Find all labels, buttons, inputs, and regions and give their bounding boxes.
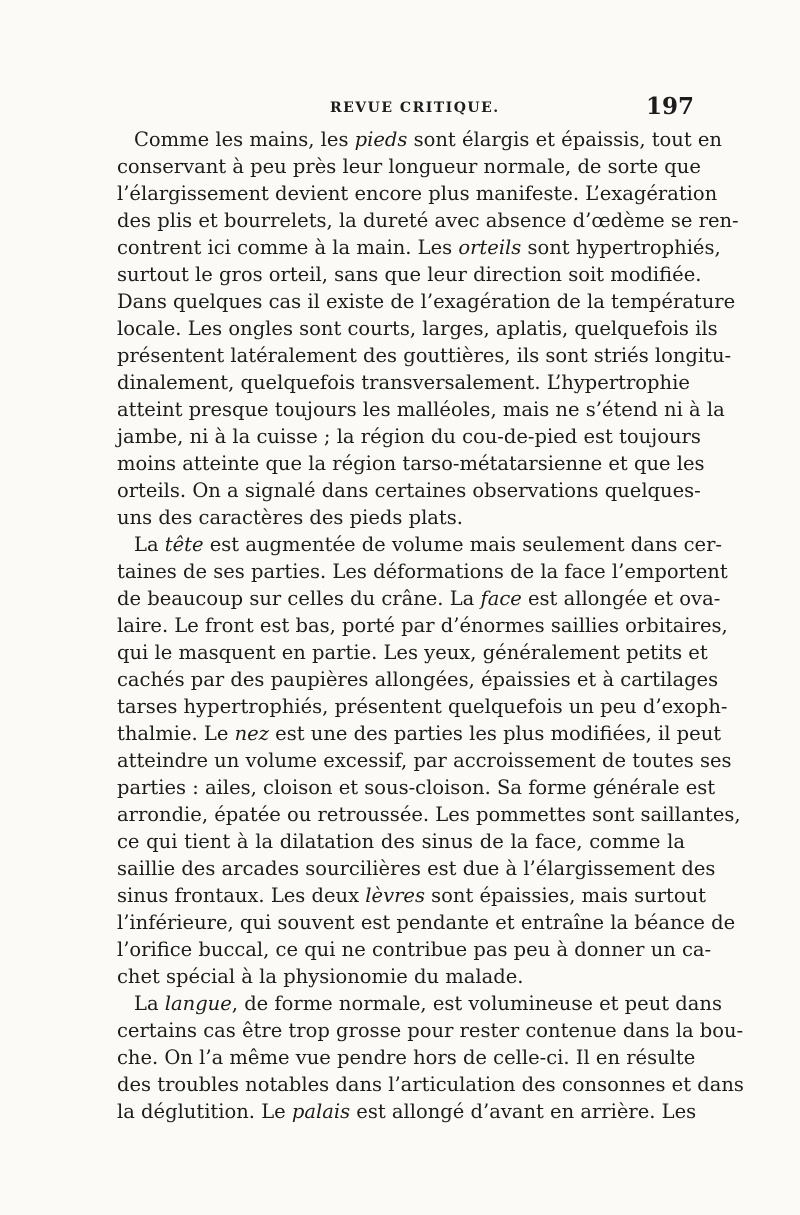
text-run: est allongée et ova- [521, 587, 721, 610]
text-line [117, 288, 736, 315]
text-run: qui le masquent en partie. Les yeux, généralement petits et [117, 641, 708, 664]
text-run: La [134, 992, 165, 1015]
text-run: arrondie, épatée ou retroussée. Les pommettes sont saillantes, [117, 803, 741, 826]
text-line [117, 909, 736, 936]
text-line [117, 153, 701, 180]
text-line [117, 666, 719, 693]
text-run: l’orifice buccal, ce qui ne contribue pas peu à donner un ca- [117, 938, 712, 961]
text-run: La [134, 533, 165, 556]
text-run: saillie des arcades sourcilières est due à l’élargissement des [117, 857, 716, 880]
text-line [117, 1098, 697, 1125]
text-run: taines de ses parties. Les déformations de la face l’emportent [117, 560, 728, 583]
text-run: sont épaissies, mais surtout [424, 884, 707, 907]
text-line [117, 180, 718, 207]
italic-term: nez [234, 722, 269, 745]
text-line [117, 963, 685, 990]
text-run: laire. Le front est bas, porté par d’énormes saillies orbitaires, [117, 614, 728, 637]
text-line [117, 261, 702, 288]
text-run: tarses hypertrophiés, présentent quelquefois un peu d’exoph- [117, 695, 728, 718]
text-run: moins atteinte que la région tarso-métatarsienne et que les [117, 452, 705, 475]
text-run: parties : ailes, cloison et sous-cloison. Sa forme générale est [117, 776, 716, 799]
text-run: la déglutition. Le [117, 1100, 292, 1123]
text-line [117, 315, 718, 342]
italic-term: palais [291, 1100, 351, 1123]
text-line [117, 990, 722, 1017]
text-line [117, 828, 685, 855]
text-line [117, 612, 728, 639]
text-line [117, 720, 722, 747]
italic-term: tête [164, 533, 204, 556]
text-run: jambe, ni à la cuisse ; la région du cou-de-pied est toujours [117, 425, 701, 448]
text-run: certains cas être trop grosse pour rester contenue dans la bou- [117, 1019, 744, 1042]
text-line [117, 639, 708, 666]
text-line [117, 234, 721, 261]
text-run: présentent latéralement des gouttières, ils sont striés longitu- [117, 344, 732, 367]
running-title: REVUE CRITIQUE. [330, 100, 500, 116]
text-line [117, 855, 716, 882]
text-line [117, 936, 712, 963]
text-line [117, 342, 732, 369]
text-run: contrent ici comme à la main. Les [117, 236, 459, 259]
page-number: 197 [646, 93, 695, 120]
text-line [117, 531, 723, 558]
text-run: l’inférieure, qui souvent est pendante et entraîne la béance de [117, 911, 736, 934]
italic-term: face [480, 587, 522, 610]
text-run: dinalement, quelquefois transversalement. L’hypertrophie [117, 371, 690, 394]
text-run: orteils. On a signalé dans certaines observations quelques- [117, 479, 701, 502]
italic-term: langue [164, 992, 232, 1015]
text-line [117, 747, 732, 774]
text-run: l’élargissement devient encore plus manifeste. L’exagération [117, 182, 718, 205]
text-line [117, 801, 741, 828]
text-run: Comme les mains, les [134, 128, 355, 151]
text-line [117, 369, 690, 396]
text-line [117, 1017, 744, 1044]
text-run: sont hypertrophiés, [521, 236, 721, 259]
text-run: ce qui tient à la dilatation des sinus de la face, comme la [117, 830, 685, 853]
text-line [117, 450, 705, 477]
text-run: chet spécial à la physionomie du malade. [117, 965, 524, 988]
text-run: Dans quelques cas il existe de l’exagération de la température [117, 290, 736, 313]
text-run: conservant à peu près leur longueur normale, de sorte que [117, 155, 701, 178]
text-line [117, 126, 722, 153]
text-run: locale. Les ongles sont courts, larges, aplatis, quelquefois ils [117, 317, 718, 340]
text-run: atteint presque toujours les malléoles, mais ne s’étend ni à la [117, 398, 725, 421]
text-line [117, 423, 701, 450]
italic-term: orteils [458, 236, 522, 259]
text-run: sont élargis et épaissis, tout en [407, 128, 722, 151]
italic-term: pieds [354, 128, 408, 151]
text-line [117, 207, 739, 234]
text-run: cachés par des paupières allongées, épaissies et à cartilages [117, 668, 719, 691]
text-run: atteindre un volume excessif, par accroissement de toutes ses [117, 749, 732, 772]
text-run: est augmentée de volume mais seulement dans cer- [203, 533, 723, 556]
text-run: des troubles notables dans l’articulation des consonnes et dans [117, 1073, 744, 1096]
text-line [117, 882, 707, 909]
text-run: est allongé d’avant en arrière. Les [350, 1100, 697, 1123]
text-line [117, 1044, 696, 1071]
text-line [117, 504, 685, 531]
text-line [117, 1071, 744, 1098]
text-line [117, 774, 716, 801]
text-line [117, 558, 728, 585]
text-run: che. On l’a même vue pendre hors de celle-ci. Il en résulte [117, 1046, 696, 1069]
body-text [117, 126, 744, 1125]
text-run: des plis et bourrelets, la dureté avec absence d’œdème se ren- [117, 209, 739, 232]
italic-term: lèvres [365, 884, 425, 907]
text-line [117, 396, 725, 423]
text-line [117, 585, 721, 612]
text-run: est une des parties les plus modifiées, il peut [268, 722, 722, 745]
text-run: de beaucoup sur celles du crâne. La [117, 587, 481, 610]
text-run: thalmie. Le [117, 722, 235, 745]
text-run: surtout le gros orteil, sans que leur direction soit modifiée. [117, 263, 702, 286]
text-run: sinus frontaux. Les deux [117, 884, 366, 907]
text-line [117, 693, 728, 720]
text-line [117, 477, 701, 504]
text-run: , de forme normale, est volumineuse et peut dans [231, 992, 722, 1015]
text-run: uns des caractères des pieds plats. [117, 506, 463, 529]
